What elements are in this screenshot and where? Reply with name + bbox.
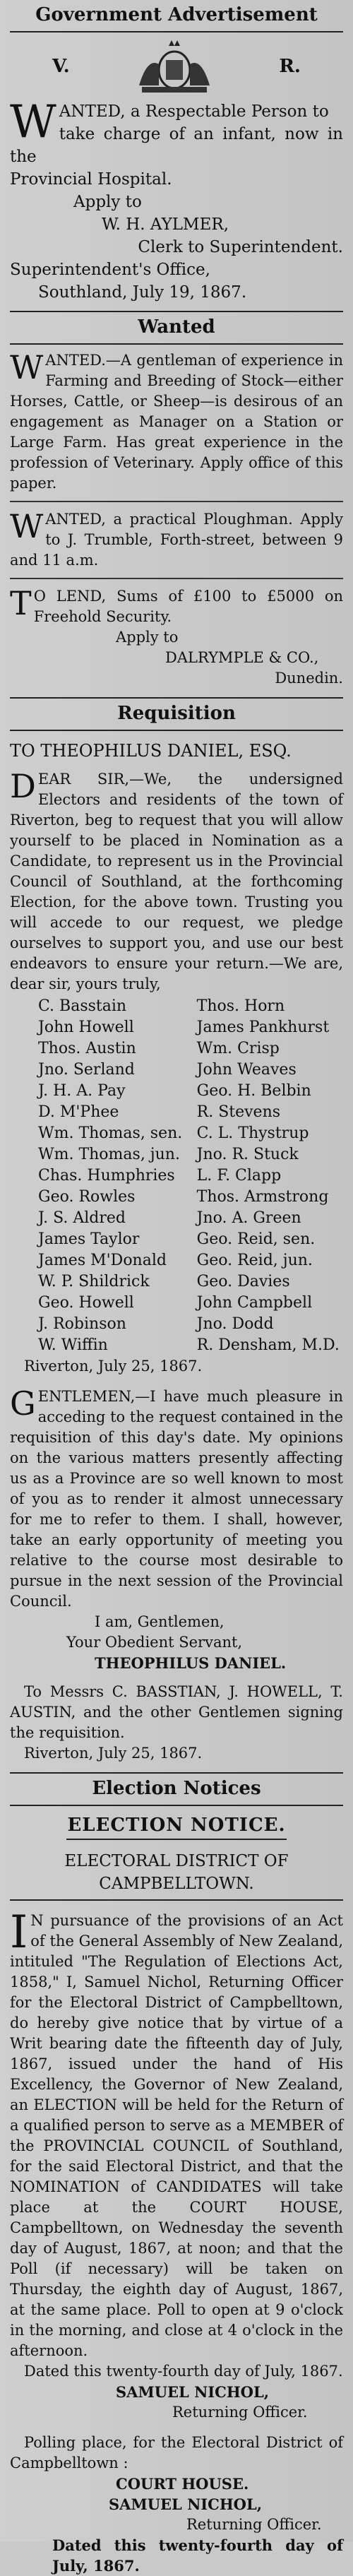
signatory-name: James M'Donald xyxy=(38,1252,167,1269)
wanted-ad-3-place: Dunedin. xyxy=(275,670,343,687)
wanted-ad-1-text: ANTED.—A gentleman of experience in Farming and Breeding of Stock—either Horses, Cattle, or Sheep—is desirous of an engagement as Manager on a Station or Large Farm. Has great experience in the profession of Veterinary. Apply office of this paper. xyxy=(10,352,343,492)
signatory-name: Jno. R. Stuck xyxy=(196,1146,299,1163)
signatory-name: Thos. Armstrong xyxy=(196,1188,329,1206)
requisition-body-text: EAR SIR,—We, the undersigned Electors and residents of the town of Riverton, beg to request that you will allow yourself to be placed in Nomination as a Candidate, to represent us in the Provincial Council of Southland, at the forthcoming Election, for the above town. Trusting you will accede to our request, we pledge ourselves to support you, and use our best endeavors to ensure your return.—We are, dear sir, yours truly, xyxy=(10,771,343,992)
signatory-name: Geo. H. Belbin xyxy=(196,1082,311,1100)
gov-ad-role: Clerk to Superintendent. xyxy=(138,238,343,256)
signatory-name: Geo. Reid, sen. xyxy=(196,1230,316,1248)
signatory-name: Geo. Howell xyxy=(38,1294,134,1312)
signatory-name: Thos. Horn xyxy=(196,997,285,1015)
wanted-ad-3-firm: DALRYMPLE & CO., xyxy=(165,649,319,666)
signatory-name: J. Robinson xyxy=(38,1315,126,1333)
gov-ad-date: Southland, July 19, 1867. xyxy=(38,283,247,302)
signatory-name: J. S. Aldred xyxy=(38,1209,126,1227)
signatories-list xyxy=(10,996,343,1356)
gov-ad-line2: take charge of an infant, now in the xyxy=(10,125,343,166)
requisition-signature: THEOPHILUS DANIEL. xyxy=(95,1654,287,1672)
gov-ad-name: W. H. AYLMER, xyxy=(102,215,229,234)
signatory-name: R. Stevens xyxy=(196,1103,281,1121)
requisition-date-2: Riverton, July 25, 1867. xyxy=(24,1745,203,1762)
requisition-addressee: To Messrs C. BASSTIAN, J. HOWELL, T. AUSTIN, and the other Gentlemen signing the requisition. xyxy=(10,1683,343,1741)
crest-letter-right: R. xyxy=(279,56,301,77)
gov-ad-apply: Apply to xyxy=(73,193,142,211)
election-heading: Election Notices xyxy=(10,1772,343,1806)
signatory-name: Geo. Rowles xyxy=(38,1188,136,1206)
wanted-ad-2 xyxy=(10,509,343,571)
election-sig-role: Returning Officer. xyxy=(172,2404,308,2421)
signatory-name: Wm. Thomas, sen. xyxy=(38,1124,183,1142)
signatories-left-column xyxy=(38,996,184,1356)
requisition-reply-text: ENTLEMEN,—I have much pleasure in acceding to the request contained in the requisition of this day's date. My opinions on the various matters presently affecting us as a Province are so well known to most of you as to render it almost unnecessary for me to refer to them. I shall, however, take an early opportunity of meeting you relative to the course most desirable to pursue in the next session of the Provincial Council. xyxy=(10,1388,343,1610)
divider xyxy=(10,578,343,579)
signatory-name: Thos. Austin xyxy=(38,1040,136,1057)
requisition-heading: Requisition xyxy=(10,697,343,731)
signatory-name: W. Wiffin xyxy=(38,1336,108,1354)
signatory-name: W. P. Shildrick xyxy=(38,1273,150,1290)
election-sig2-role: Returning Officer. xyxy=(186,2516,322,2533)
signatories-right-column xyxy=(197,996,343,1356)
signatory-name: James Pankhurst xyxy=(196,1019,330,1036)
requisition-closing-2: Your Obedient Servant, xyxy=(66,1634,243,1651)
election-dated: Dated this twenty-fourth day of July, 1867. xyxy=(24,2363,343,2380)
gov-ad-office: Superintendent's Office, xyxy=(10,261,210,279)
dropcap: W xyxy=(10,348,44,386)
election-district: ELECTORAL DISTRICT OF CAMPBELLTOWN. xyxy=(10,1850,343,1901)
wanted-ad-3-text: O LEND, Sums of £100 to £5000 on Freehold Security. xyxy=(33,588,343,625)
election-body xyxy=(10,1906,343,2361)
divider xyxy=(10,501,343,502)
election-polling: Polling place, for the Electoral District of Campbelltown : xyxy=(10,2434,343,2471)
gov-ad-body xyxy=(10,96,343,304)
dropcap: T xyxy=(10,584,32,622)
signatory-name: C. Basstain xyxy=(38,997,127,1015)
wanted-heading: Wanted xyxy=(10,311,343,345)
wanted-ad-1 xyxy=(10,350,343,494)
signatory-name: Jno. A. Green xyxy=(196,1209,301,1227)
election-court: COURT HOUSE. xyxy=(116,2475,249,2493)
wanted-ad-3-apply: Apply to xyxy=(116,629,179,646)
requisition-closing-1: I am, Gentlemen, xyxy=(95,1613,225,1630)
royal-crest-row xyxy=(10,32,343,100)
dropcap: I xyxy=(10,1906,28,1959)
dropcap: W xyxy=(10,96,56,148)
signatory-name: John Weaves xyxy=(196,1061,297,1079)
dropcap: W xyxy=(10,507,44,545)
gov-ad-line1: ANTED, a Respectable Person to xyxy=(59,102,329,121)
requisition-reply xyxy=(10,1384,343,1612)
election-title: ELECTION NOTICE. xyxy=(66,1815,287,1840)
signatory-name: R. Densham, M.D. xyxy=(196,1336,340,1354)
gov-ad-line3: Provincial Hospital. xyxy=(10,170,172,189)
signatory-name: D. M'Phee xyxy=(38,1103,119,1121)
signatory-name: Wm. Thomas, jun. xyxy=(38,1146,180,1163)
signatory-name: James Taylor xyxy=(38,1230,140,1248)
royal-coat-of-arms-icon xyxy=(132,36,217,97)
requisition-to: TO THEOPHILUS DANIEL, ESQ. xyxy=(10,741,292,761)
dropcap: D xyxy=(10,767,36,805)
signatory-name: Chas. Humphries xyxy=(38,1167,175,1185)
signatory-name: Wm. Crisp xyxy=(196,1040,280,1057)
election-dated-2: Dated this twenty-fourth day of July, 1867. xyxy=(52,2536,343,2575)
signatory-name: Jno. Dodd xyxy=(196,1315,274,1333)
election-body-text: N pursuance of the provisions of an Act of the General Assembly of New Zealand, intituled "The Regulation of Elections Act, 1858," I, Samuel Nichol, Returning Officer for the Electoral District of Campbelltown, do hereby give notice that by virtue of a Writ bearing date the fifteenth day of July, 1867, issued under the hand of His Excellency, the Governor of New Zealand, an ELECTION will be held for the Return of a qualified person to serve as a MEMBER of the PROVINCIAL COUNCIL of Southland, for the said Electoral District, and that the NOMINATION of CANDIDATES will take place at the COURT HOUSE, Campbelltown, on Wednesday the seventh day of August, 1867, at noon; and that the Poll (if necessary) will be taken on Thursday, the eighth day of August, 1867, at the same place. Poll to open at 9 o'clock in the morning, and close at 4 o'clock in the afternoon. xyxy=(10,1912,343,2359)
dropcap: G xyxy=(10,1384,36,1423)
signatory-name: John Campbell xyxy=(196,1294,313,1312)
wanted-ad-2-text: ANTED, a practical Ploughman. Apply to J. Trumble, Forth-street, between 9 and 11 a.m. xyxy=(10,511,343,569)
signatory-name: John Howell xyxy=(38,1019,134,1036)
signatory-name: Geo. Davies xyxy=(196,1273,290,1290)
signatory-name: Geo. Reid, jun. xyxy=(196,1252,313,1269)
signatory-name: J. H. A. Pay xyxy=(38,1082,126,1100)
signatory-name: C. L. Thystrup xyxy=(196,1124,309,1142)
wanted-ad-3 xyxy=(10,586,343,689)
crest-letter-left: V. xyxy=(52,56,70,77)
requisition-body xyxy=(10,769,343,995)
gov-ad-heading: Government Advertisement xyxy=(10,4,343,32)
signatory-name: Jno. Serland xyxy=(38,1061,135,1079)
requisition-date: Riverton, July 25, 1867. xyxy=(24,1358,203,1375)
signatory-name: L. F. Clapp xyxy=(196,1167,282,1185)
election-sig-name: SAMUEL NICHOL, xyxy=(116,2383,270,2401)
election-sig2-name: SAMUEL NICHOL, xyxy=(109,2495,263,2513)
